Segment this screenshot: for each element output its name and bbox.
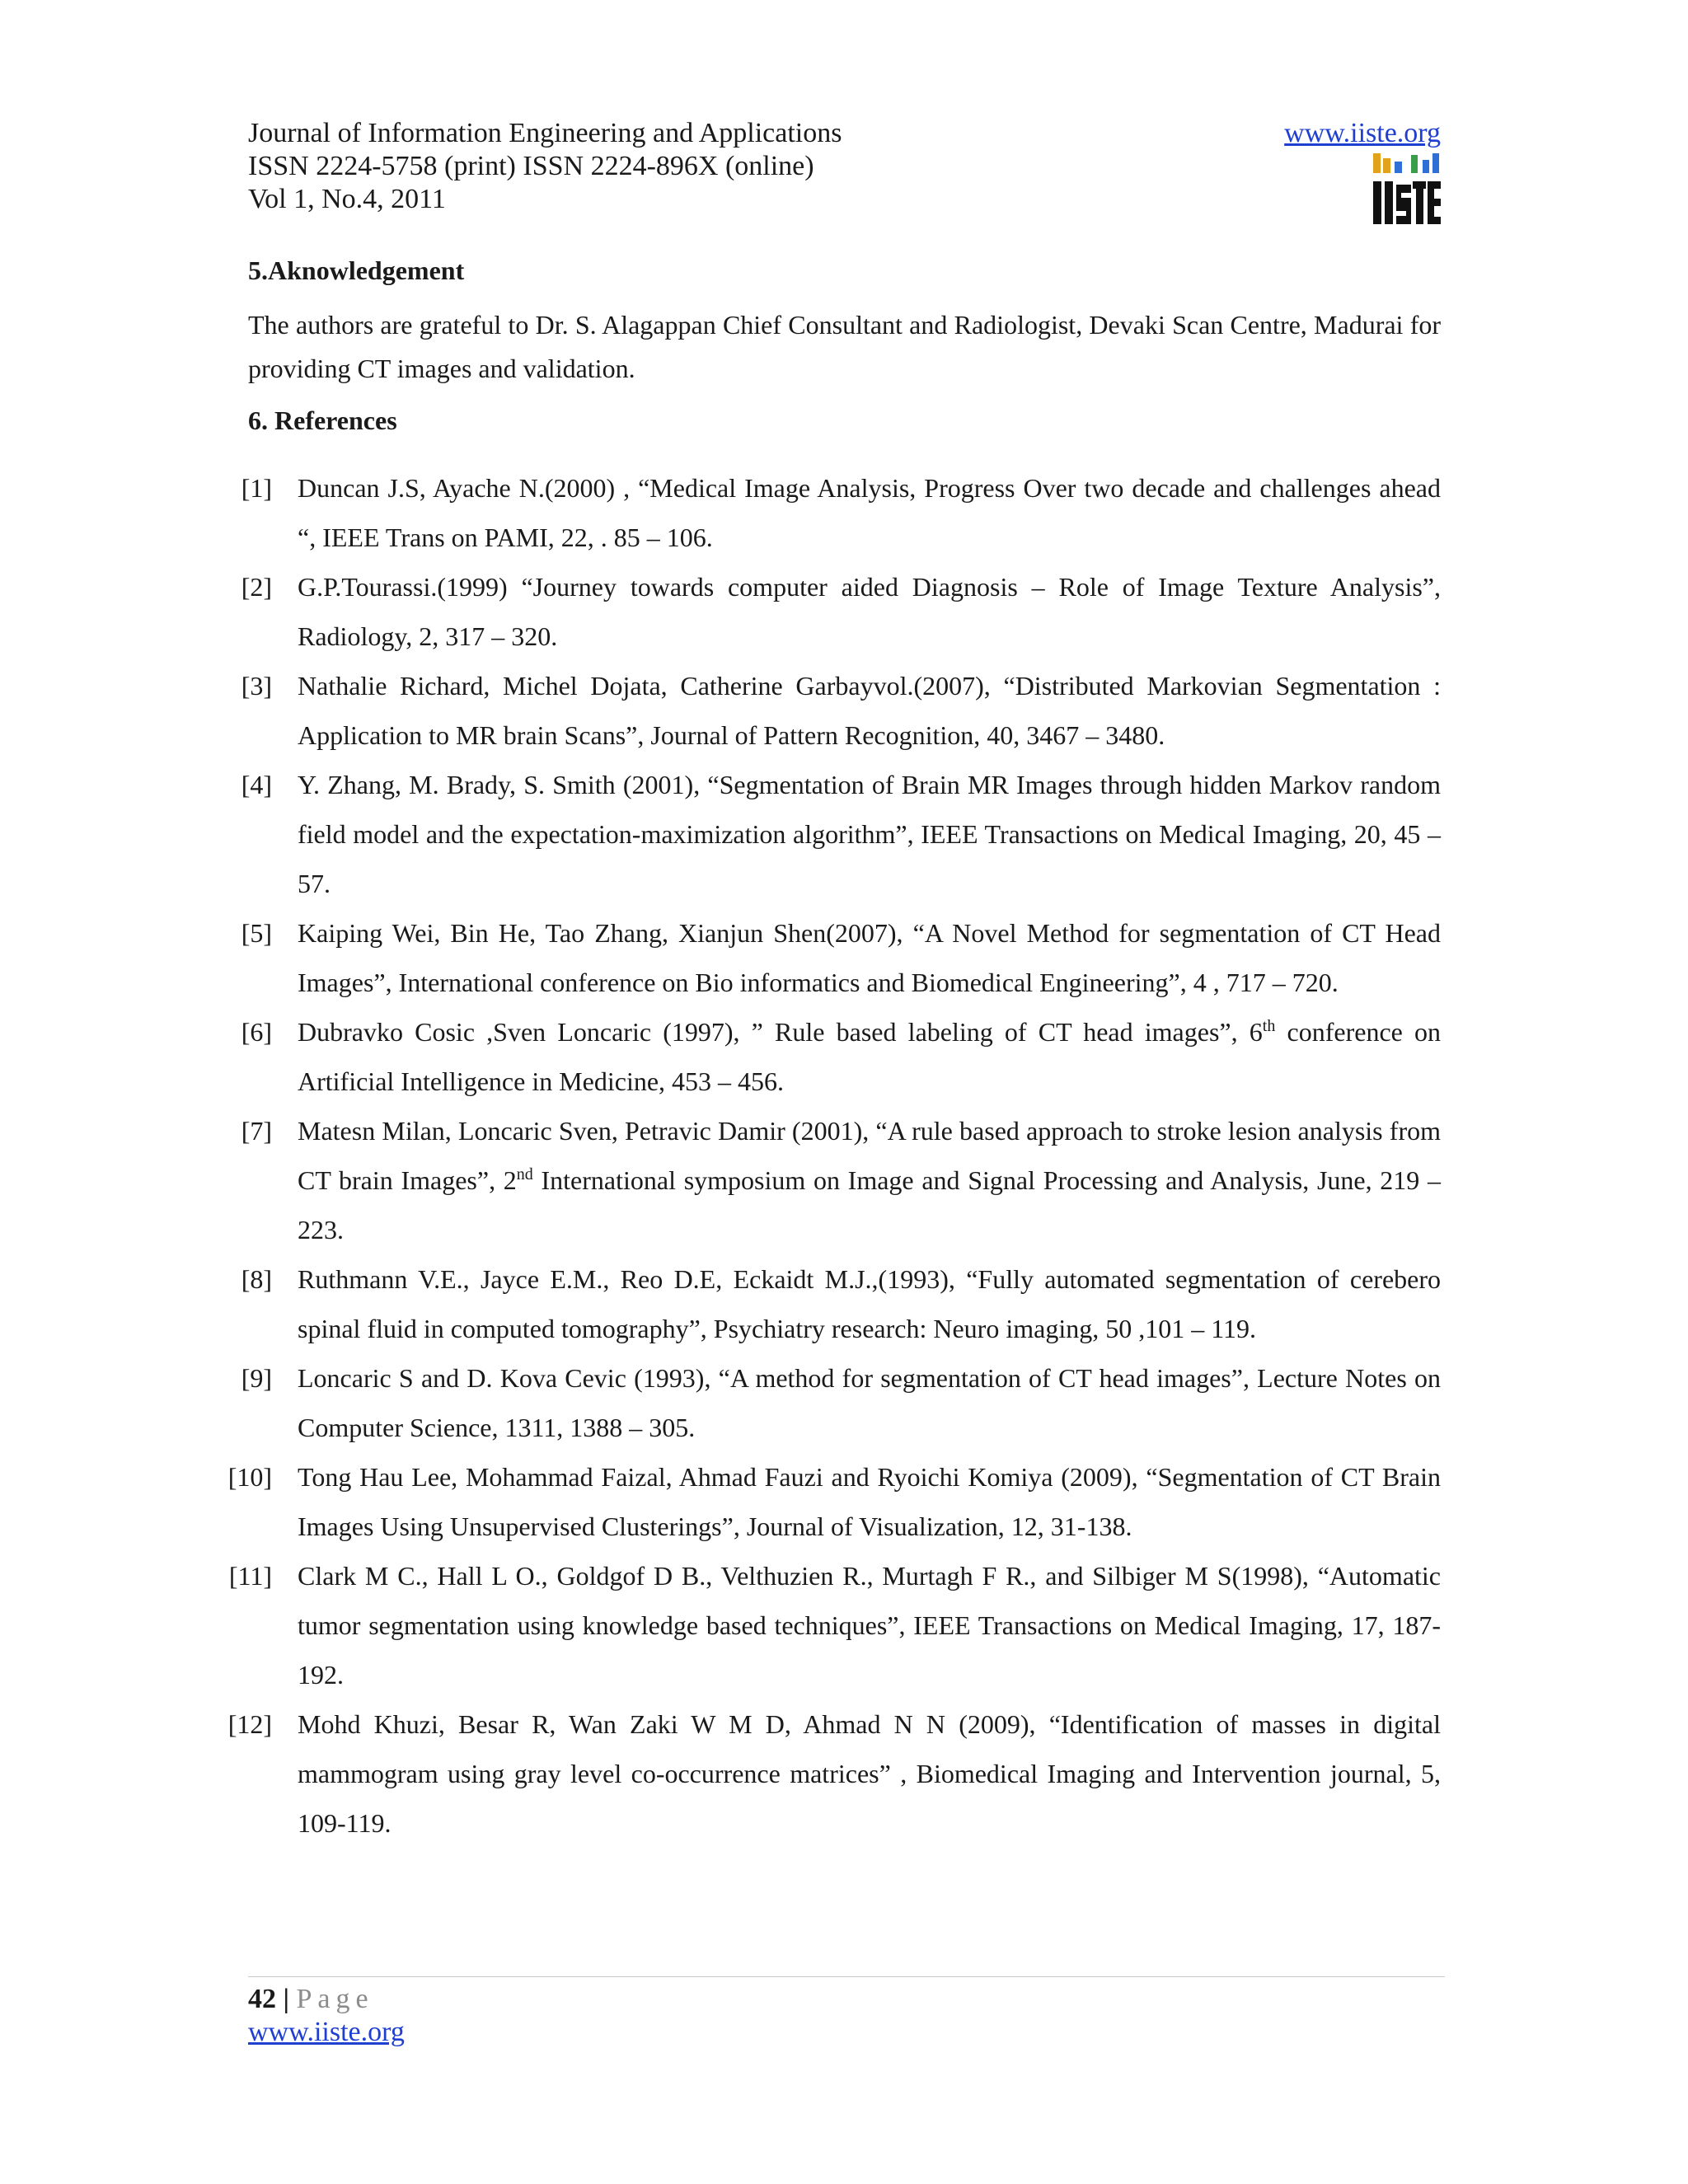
reference-number: [7]: [241, 1116, 272, 1146]
ordinal-superscript: th: [1262, 1017, 1276, 1035]
reference-number: [8]: [241, 1264, 272, 1294]
reference-number: [11]: [228, 1561, 272, 1591]
reference-number: [4]: [241, 770, 272, 799]
reference-item: [223, 1551, 1441, 1699]
journal-website-link[interactable]: www.iiste.org: [1284, 118, 1441, 148]
reference-item: [223, 908, 1441, 1007]
page-number: 42: [248, 1984, 276, 2014]
reference-text: Y. Zhang, M. Brady, S. Smith (2001), “Segmentation of Brain MR Images through hidden Markov random field model and the expectation-maximization algorithm”, IEEE Transactions on Medical Imaging, 20, 45 – 57.: [298, 770, 1441, 898]
reference-item: [223, 1353, 1441, 1452]
reference-text: Tong Hau Lee, Mohammad Faizal, Ahmad Fauzi and Ryoichi Komiya (2009), “Segmentation of CT Brain Images Using Unsupervised Clusterings”, Journal of Visualization, 12, 31-138.: [298, 1462, 1441, 1541]
page-word: Page: [296, 1984, 374, 2014]
reference-item: [223, 463, 1441, 562]
journal-info: [248, 117, 842, 216]
footer-website-link[interactable]: www.iiste.org: [248, 2017, 405, 2047]
reference-text: Duncan J.S, Ayache N.(2000) , “Medical Image Analysis, Progress Over two decade and challenges ahead “, IEEE Trans on PAMI, 22, . 85 – 106.: [298, 473, 1441, 552]
reference-number: [6]: [241, 1017, 272, 1047]
reference-text: Kaiping Wei, Bin He, Tao Zhang, Xianjun Shen(2007), “A Novel Method for segmentation of CT Head Images”, International conference on Bio informatics and Biomedical Engineering”, 4 , 717 – 720.: [298, 918, 1441, 997]
reference-item: [223, 1452, 1441, 1551]
reference-text-part: Matesn Milan, Loncaric Sven, Petravic Damir (2001), “A rule based approach to stroke lesion analysis from CT brain Images”, 2: [298, 1116, 1441, 1195]
reference-text-part: conference on Artificial Intelligence in Medicine, 453 – 456.: [298, 1017, 1442, 1096]
reference-item: [223, 1254, 1441, 1353]
iiste-logo: [1372, 152, 1441, 226]
reference-text: Mohd Khuzi, Besar R, Wan Zaki W M D, Ahmad N N (2009), “Identification of masses in digital mammogram using gray level co-occurrence matrices” , Biomedical Imaging and Intervention journal, 5, 109-119.: [298, 1709, 1441, 1838]
reference-text: Nathalie Richard, Michel Dojata, Catherine Garbayvol.(2007), “Distributed Markovian Segmentation : Application to MR brain Scans”, Journal of Pattern Recognition, 40, 3467 – 3480.: [298, 671, 1441, 750]
reference-item: [223, 1007, 1441, 1106]
reference-item: [223, 562, 1441, 661]
page-header: [248, 117, 1441, 224]
reference-text: G.P.Tourassi.(1999) “Journey towards computer aided Diagnosis – Role of Image Texture Analysis”, Radiology, 2, 317 – 320.: [298, 572, 1441, 651]
reference-text: [298, 1007, 1441, 1106]
reference-text: Ruthmann V.E., Jayce E.M., Reo D.E, Eckaidt M.J.,(1993), “Fully automated segmentation of cerebero spinal fluid in computed tomography”, Psychiatry research: Neuro imaging, 50 ,101 – 119.: [298, 1264, 1441, 1343]
acknowledgement-heading: 5.Aknowledgement: [248, 255, 465, 285]
ordinal-superscript: nd: [516, 1165, 533, 1183]
reference-number: [12]: [227, 1709, 272, 1739]
reference-number: [3]: [241, 671, 272, 701]
page-separator: |: [283, 1984, 289, 2014]
page-number-label: [248, 1983, 374, 2016]
reference-number: [1]: [241, 473, 272, 503]
reference-item: [223, 1106, 1441, 1254]
references-heading: 6. References: [248, 405, 397, 435]
reference-text-part: International symposium on Image and Signal Processing and Analysis, June, 219 – 223.: [298, 1165, 1442, 1244]
reference-number: [10]: [227, 1462, 272, 1492]
journal-issn: ISSN 2224-5758 (print) ISSN 2224-896X (online): [248, 151, 814, 181]
reference-number: [5]: [241, 918, 272, 948]
reference-number: [9]: [241, 1363, 272, 1393]
acknowledgement-text: The authors are grateful to Dr. S. Alagappan Chief Consultant and Radiologist, Devaki Scan Centre, Madurai for providing CT images and validation.: [248, 310, 1441, 383]
reference-item: [223, 760, 1441, 908]
journal-volume: Vol 1, No.4, 2011: [248, 184, 446, 214]
reference-item: [223, 661, 1441, 760]
reference-item: [223, 1699, 1441, 1848]
reference-text: Loncaric S and D. Kova Cevic (1993), “A method for segmentation of CT head images”, Lecture Notes on Computer Science, 1311, 1388 – 305.: [298, 1363, 1441, 1442]
reference-list: [223, 463, 1441, 1848]
journal-title: Journal of Information Engineering and Applications: [248, 118, 842, 148]
reference-number: [2]: [241, 572, 272, 602]
reference-text: [298, 1106, 1441, 1254]
reference-text-part: Dubravko Cosic ,Sven Loncaric (1997), ” Rule based labeling of CT head images”, 6: [298, 1017, 1263, 1047]
footer-divider: [248, 1976, 1445, 1977]
reference-text: Clark M C., Hall L O., Goldgof D B., Velthuzien R., Murtagh F R., and Silbiger M S(1998), “Automatic tumor segmentation using knowledge based techniques”, IEEE Transactions on Medical Imaging, 17, 187-192.: [298, 1561, 1441, 1690]
